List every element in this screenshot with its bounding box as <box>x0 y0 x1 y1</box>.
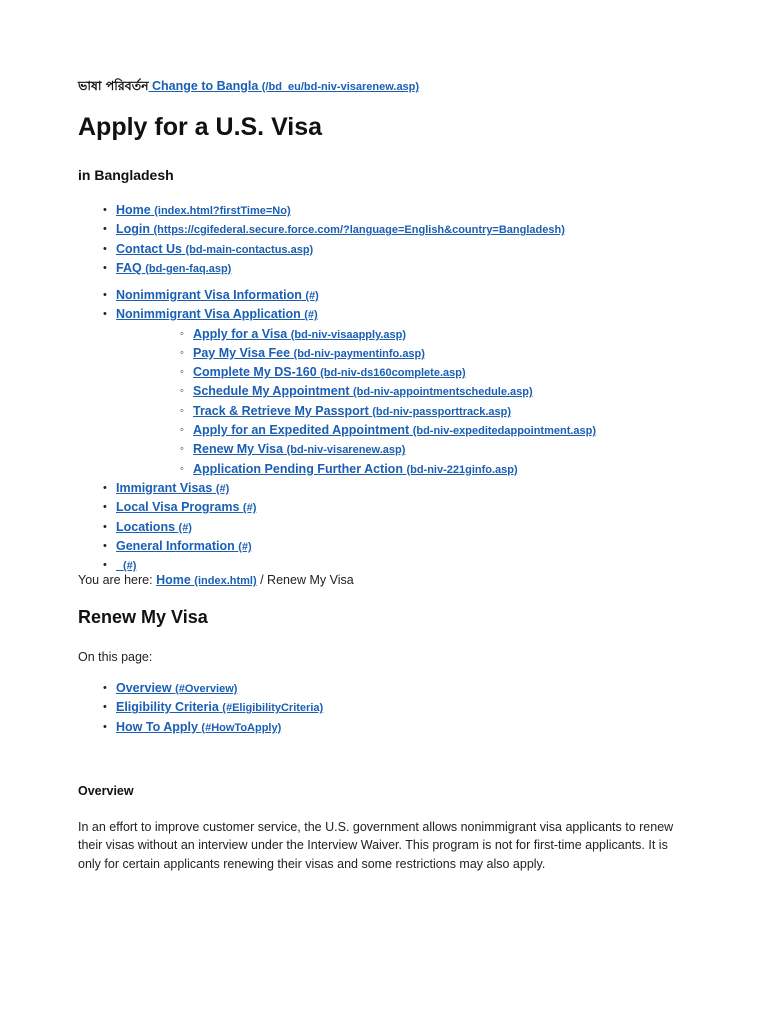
pay-visa-fee-link[interactable] <box>193 346 425 360</box>
main-nav-item-niv-information <box>78 286 596 305</box>
link-text: Login <box>116 222 151 237</box>
link-href: (bd-niv-passporttrack.asp) <box>372 405 512 418</box>
toc-item-how-to-apply <box>78 718 323 737</box>
link-text: General Information <box>116 538 235 553</box>
link-href: (#Overview) <box>175 683 238 695</box>
change-to-bangla-link[interactable] <box>149 79 420 93</box>
link-text: Nonimmigrant Visa Application <box>116 307 301 322</box>
link-text: Apply for an Expedited Appointment <box>193 423 410 438</box>
link-text: Home <box>116 203 151 217</box>
overview-paragraph: In an effort to improve customer service, the U.S. government allows nonimmigrant visa applicants to renew their visas without an interview under the Interview Waiver. This program is not for first-time applicants. It is only for certain applicants renewing their visas and some restrictions may also apply. <box>78 820 674 871</box>
link-href: (index.html?firstTime=No) <box>154 205 291 217</box>
schedule-appointment-link[interactable] <box>193 384 533 398</box>
link-href: (#) <box>122 560 137 573</box>
submenu-item <box>116 382 596 401</box>
link-href: (#) <box>304 309 318 322</box>
blank-link[interactable] <box>116 558 136 572</box>
link-href: (#) <box>238 540 252 553</box>
breadcrumb-home-link[interactable] <box>156 573 257 587</box>
top-nav-item-login <box>78 220 565 239</box>
link-href: (bd-niv-221ginfo.asp) <box>406 463 518 476</box>
breadcrumb <box>78 573 354 587</box>
main-nav-item-immigrant-visas <box>78 479 596 498</box>
submenu-item <box>116 421 596 440</box>
link-href: (bd-main-contactus.asp) <box>185 243 314 256</box>
application-pending-link[interactable] <box>193 462 518 476</box>
breadcrumb-prefix: You are here: <box>78 573 157 587</box>
link-text: Immigrant Visas <box>116 480 213 495</box>
link-text: How To Apply <box>116 719 198 734</box>
main-nav-item-general-information <box>78 537 596 556</box>
link-text: Pay My Visa Fee <box>193 345 291 360</box>
main-nav-item-locations <box>78 518 596 537</box>
niv-application-submenu <box>116 325 596 479</box>
submenu-item <box>116 440 596 459</box>
main-nav-item-niv-application <box>78 305 596 479</box>
locations-link[interactable] <box>116 520 192 534</box>
link-text: Application Pending Further Action <box>193 461 403 476</box>
page-title: Apply for a U.S. Visa <box>78 113 323 141</box>
link-text: Track & Retrieve My Passport <box>193 403 369 418</box>
page-subtitle: in Bangladesh <box>78 167 174 183</box>
link-href: (bd-gen-faq.asp) <box>145 262 232 275</box>
link-text: Renew My Visa <box>193 442 284 457</box>
toc-item-overview <box>78 679 323 698</box>
expedited-appointment-link[interactable] <box>193 423 596 437</box>
submenu-item <box>116 460 596 479</box>
on-this-page-label: On this page: <box>78 650 153 664</box>
main-nav-item-local-visa-programs <box>78 498 596 517</box>
link-href: (index.html) <box>194 575 257 587</box>
link-href: (bd-niv-paymentinfo.asp) <box>293 347 425 360</box>
overview-link[interactable] <box>116 681 237 695</box>
submenu-item <box>116 325 596 344</box>
language-switcher <box>78 78 419 98</box>
section-title: Renew My Visa <box>78 607 208 627</box>
link-href: (bd-niv-expeditedappointment.asp) <box>412 425 597 438</box>
change-to-bangla-text: Change to Bangla <box>148 79 259 93</box>
submenu-item <box>116 363 596 382</box>
overview-heading: Overview <box>78 784 134 798</box>
top-nav-item-home <box>78 201 565 220</box>
complete-ds160-link[interactable] <box>193 365 466 379</box>
main-nav <box>78 286 596 575</box>
link-href: (#) <box>178 521 192 534</box>
link-href: (bd-niv-visaapply.asp) <box>290 328 407 341</box>
contact-us-link[interactable] <box>116 242 313 256</box>
apply-for-visa-link[interactable] <box>193 327 406 341</box>
link-href: (#) <box>215 482 230 495</box>
link-href: (https://cgifederal.secure.force.com/?language=English&country=Bangladesh) <box>153 224 565 237</box>
page-toc <box>78 679 323 737</box>
link-text: Apply for a Visa <box>193 326 288 341</box>
general-information-link[interactable] <box>116 539 252 553</box>
immigrant-visas-link[interactable] <box>116 481 229 495</box>
link-text: Local Visa Programs <box>116 500 240 515</box>
link-text: Overview <box>116 681 172 695</box>
submenu-item <box>116 344 596 363</box>
link-text: Complete My DS-160 <box>193 365 317 380</box>
link-text: Eligibility Criteria <box>116 700 219 715</box>
link-text: Contact Us <box>116 241 182 256</box>
niv-information-link[interactable] <box>116 288 319 302</box>
link-text: Schedule My Appointment <box>193 384 350 399</box>
link-href: (bd-niv-ds160complete.asp) <box>320 367 466 380</box>
renew-visa-link[interactable] <box>193 442 405 456</box>
link-href: (bd-niv-visarenew.asp) <box>286 444 406 457</box>
link-href: (#EligibilityCriteria) <box>222 702 324 715</box>
faq-link[interactable] <box>116 261 231 275</box>
change-to-bangla-href: (/bd_eu/bd-niv-visarenew.asp) <box>261 81 420 93</box>
niv-application-link[interactable] <box>116 307 318 321</box>
local-visa-programs-link[interactable] <box>116 500 256 514</box>
link-text: Nonimmigrant Visa Information <box>116 288 302 302</box>
top-nav <box>78 201 565 278</box>
top-nav-item-faq <box>78 259 565 278</box>
link-text: FAQ <box>116 260 142 275</box>
link-href: (#) <box>242 502 257 515</box>
link-href: (#HowToApply) <box>201 721 282 734</box>
top-nav-item-contact <box>78 240 565 259</box>
link-href: (bd-niv-appointmentschedule.asp) <box>352 386 533 399</box>
home-link[interactable] <box>116 203 291 217</box>
link-text: Home <box>156 573 191 587</box>
toc-item-eligibility <box>78 698 323 717</box>
breadcrumb-current: / Renew My Visa <box>256 573 354 587</box>
how-to-apply-link[interactable] <box>116 720 281 734</box>
login-link[interactable] <box>116 222 565 236</box>
link-text: Locations <box>116 519 176 534</box>
eligibility-criteria-link[interactable] <box>116 700 323 714</box>
track-passport-link[interactable] <box>193 404 511 418</box>
submenu-item <box>116 402 596 421</box>
link-text <box>116 558 119 572</box>
link-href: (#) <box>305 290 319 302</box>
bangla-label: ভাষা পরিবর্তন <box>78 78 149 93</box>
